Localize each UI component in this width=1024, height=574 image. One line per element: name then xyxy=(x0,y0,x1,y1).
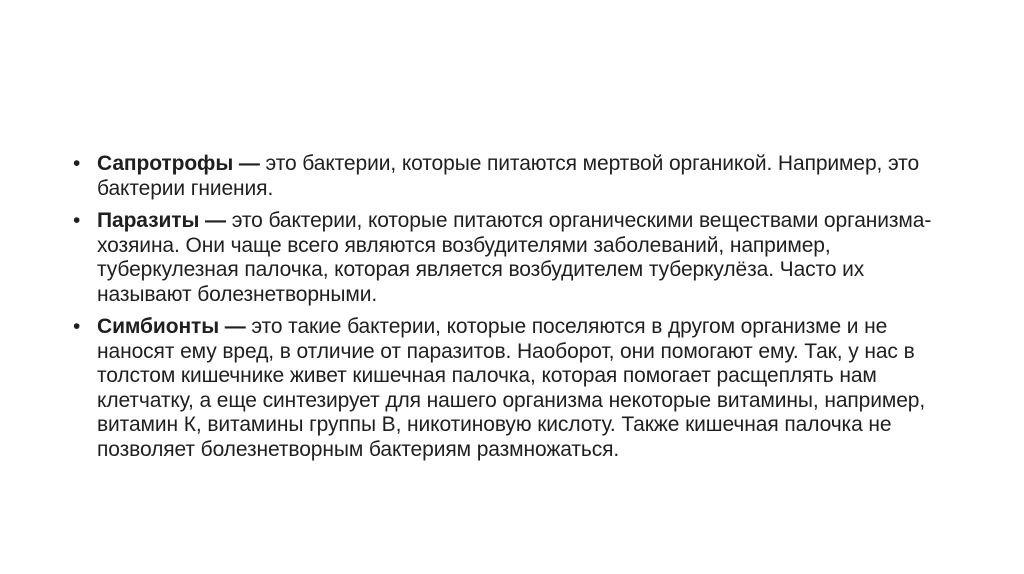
bullet-icon: • xyxy=(73,315,81,338)
bullet-list xyxy=(72,152,952,470)
term-parasites: Паразиты — xyxy=(97,209,226,232)
bullet-icon: • xyxy=(73,209,81,232)
description-parasites: это бактерии, которые питаются органическими веществами организма-хозяина. Они чаще всего являются возбудителями заболеваний, например, туберкулезная палочка, которая является возбудителем туберкулёза. Часто их называют болезнетворными. xyxy=(97,209,932,306)
term-saprotrophs: Сапротрофы — xyxy=(97,152,260,175)
list-item-symbionts xyxy=(72,315,952,462)
description-saprotrophs: это бактерии, которые питаются мертвой органикой. Например, это бактерии гниения. xyxy=(97,152,920,200)
list-item-parasites xyxy=(72,209,952,307)
term-symbionts: Симбионты — xyxy=(97,315,246,338)
list-item-saprotrophs xyxy=(72,152,952,201)
description-symbionts: это такие бактерии, которые поселяются в другом организме и не наносят ему вред, в отличие от паразитов. Наоборот, они помогают ему. Так, у нас в толстом кишечнике живет кишечная палочка, которая помогает расщеплять нам клетчатку, а еще синтезирует для нашего организма некоторые витамины, например, витамин К, витамины группы В, никотиновую кислоту. Также кишечная палочка не позволяет болезнетворным бактериям размножаться. xyxy=(97,315,926,461)
bullet-icon: • xyxy=(73,152,81,175)
